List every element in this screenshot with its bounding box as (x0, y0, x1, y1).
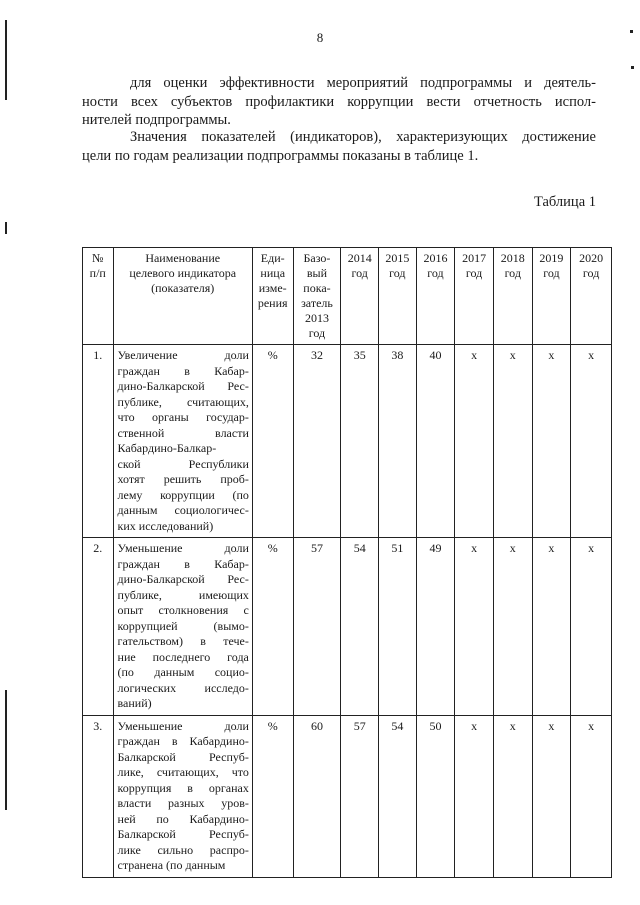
indicator-name-line: публике, имеющих (117, 587, 249, 602)
value-2019: x (532, 715, 571, 877)
indicator-name-line: ственной власти (117, 425, 249, 440)
header-base: Базо- вый пока- затель 2013 год (293, 248, 341, 345)
base-value-cell: 60 (293, 715, 341, 877)
value-2018: x (493, 538, 532, 716)
indicator-name-line: данным социологичес- (117, 503, 249, 517)
header-unit: Еди- ница изме- рения (252, 248, 293, 345)
indicator-name-line: ние последнего года (117, 649, 249, 664)
value-2015: 54 (379, 715, 417, 877)
indicator-name-line: хотят решить проб- (117, 472, 249, 486)
indicator-name (113, 538, 252, 716)
header-2019: 2019 год (532, 248, 571, 345)
indicator-name-line: коррупцией (вымо- (117, 618, 249, 633)
paragraph-line: ности всех субъектов профилактики коррупции вести отчетность испол- (82, 93, 596, 110)
indicator-name-line: граждан в Кабардино- (117, 734, 249, 748)
header-num: № п/п (83, 248, 114, 345)
indicator-name-line: коррупция в органах (117, 780, 249, 795)
unit-cell: % (252, 538, 293, 716)
value-2017: x (455, 715, 494, 877)
page-number: 8 (316, 30, 324, 45)
indicator-name-line: ской Республики (117, 456, 249, 471)
indicator-name (113, 715, 252, 877)
value-2016: 49 (416, 538, 455, 716)
header-2018: 2018 год (493, 248, 532, 345)
paragraph-line: Значения показателей (индикаторов), характеризующих достижение (130, 129, 596, 145)
paragraph-line: нителей подпрограммы. (82, 112, 231, 128)
header-2017: 2017 год (455, 248, 494, 345)
indicator-name-line: ней по Кабардино- (117, 811, 249, 826)
indicator-name-line: граждан в Кабар- (117, 556, 249, 571)
indicator-name-line: странена (по данным (117, 858, 226, 872)
unit-cell: % (252, 345, 293, 538)
indicator-name-line: Увеличение доли (117, 348, 249, 362)
value-2018: x (493, 345, 532, 538)
value-2016: 50 (416, 715, 455, 877)
value-2016: 40 (416, 345, 455, 538)
header-2020: 2020 год (571, 248, 612, 345)
indicator-name-line: лике, считающих, что (117, 765, 249, 779)
row-number: 3. (83, 715, 114, 877)
value-2015: 38 (379, 345, 417, 538)
value-2019: x (532, 538, 571, 716)
scan-margin-mark (5, 222, 7, 234)
paragraph-line: цели по годам реализации подпрограммы показаны в таблице 1. (82, 147, 479, 164)
table-caption: Таблица 1 (533, 194, 596, 210)
indicator-name-line: опыт столкновения с (117, 603, 249, 617)
indicator-name-line: логических исследо- (117, 680, 249, 695)
indicator-name-line: дино-Балкарской Рес- (117, 379, 249, 393)
indicator-name-line: граждан в Кабар- (117, 363, 249, 378)
indicator-name-line: что органы государ- (117, 410, 249, 424)
header-2014: 2014 год (341, 248, 379, 345)
value-2014: 35 (341, 345, 379, 538)
table-header-row (83, 248, 612, 345)
value-2015: 51 (379, 538, 417, 716)
scan-margin-line-bottom (5, 690, 7, 810)
value-2020: x (571, 715, 612, 877)
header-2015: 2015 год (379, 248, 417, 345)
value-2017: x (455, 345, 494, 538)
indicator-name-line: Балкарской Респуб- (117, 827, 249, 841)
table-row (83, 538, 612, 716)
unit-cell: % (252, 715, 293, 877)
row-number: 2. (83, 538, 114, 716)
indicator-name-line: ких исследований) (117, 518, 214, 533)
header-name: Наименование целевого индикатора (показателя) (113, 248, 252, 345)
indicator-name-line: Уменьшение доли (117, 541, 249, 555)
indicator-name-line: лему коррупции (по (117, 487, 249, 502)
paragraph-1 (82, 74, 596, 130)
indicator-name-line: Кабардино-Балкар- (117, 441, 217, 455)
scan-dot (631, 66, 634, 69)
value-2014: 57 (341, 715, 379, 877)
paragraph-line: для оценки эффективности мероприятий подпрограммы и деятель- (130, 75, 596, 91)
indicators-table (82, 247, 612, 878)
value-2017: x (455, 538, 494, 716)
paragraph-2 (82, 128, 596, 165)
indicator-name-line: ваний) (117, 696, 152, 710)
header-2016: 2016 год (416, 248, 455, 345)
base-value-cell: 32 (293, 345, 341, 538)
table-row (83, 715, 612, 877)
table-row (83, 345, 612, 538)
indicator-name-line: Уменьшение доли (117, 718, 249, 733)
indicator-name-line: лике сильно распро- (117, 842, 249, 857)
base-value-cell: 57 (293, 538, 341, 716)
value-2014: 54 (341, 538, 379, 716)
indicator-name (113, 345, 252, 538)
indicator-name-line: публике, считающих, (117, 394, 249, 409)
indicator-name-line: гательством) в тече- (117, 634, 249, 648)
value-2020: x (571, 345, 612, 538)
value-2019: x (532, 345, 571, 538)
value-2018: x (493, 715, 532, 877)
indicator-name-line: (по данным социо- (117, 665, 249, 679)
indicator-name-line: Балкарской Респуб- (117, 749, 249, 764)
row-number: 1. (83, 345, 114, 538)
value-2020: x (571, 538, 612, 716)
indicator-name-line: власти разных уров- (117, 796, 249, 810)
indicator-name-line: дино-Балкарской Рес- (117, 572, 249, 586)
